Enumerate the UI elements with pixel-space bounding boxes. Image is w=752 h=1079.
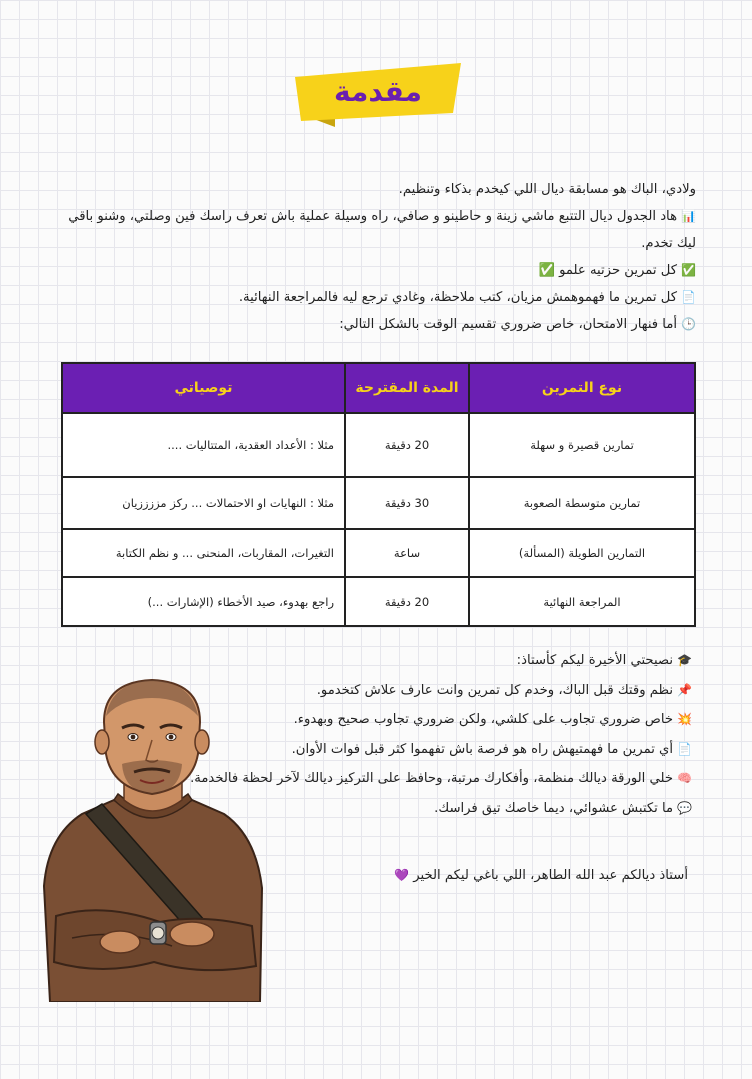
- collision-icon: 💥: [677, 712, 692, 726]
- recommendation-cell: راجع بهدوء، صيد الأخطاء (الإشارات ...): [62, 577, 345, 626]
- header-duration: المدة المقترحة: [345, 363, 469, 413]
- time-plan-table: [61, 362, 696, 627]
- table-row: [62, 477, 695, 529]
- speech-bubble-icon: 💬: [677, 800, 692, 815]
- advice-line: 📄أي تمرين ما فهمتيهش راه هو فرصة باش تفهموا كثر قبل فوات الأوان.: [92, 735, 692, 765]
- header-recommendations: توصياتي: [62, 363, 345, 413]
- graduation-cap-icon: 🎓: [677, 653, 692, 667]
- page-icon: 📄: [681, 290, 696, 304]
- intro-line: 🕒أما فنهار الامتحان، خاص ضروري تقسيم الوقت بالشكل التالي:: [46, 311, 696, 338]
- advice-line: 💬ما تكتبش عشوائي، ديما خاصك تيق فراسك.: [92, 794, 692, 824]
- brain-icon: 🧠: [677, 771, 692, 785]
- duration-cell: 20 دقيقة: [345, 413, 469, 477]
- intro-line: ✅كل تمرين حزتيه علمو ✅: [46, 257, 696, 284]
- recommendation-cell: مثلا : الأعداد العقدية، المتتاليات ....: [62, 413, 345, 477]
- table-row: [62, 413, 695, 477]
- intro-line: ولادي، الباك هو مسابقة ديال اللي كيخدم بذكاء وتنظيم.: [398, 182, 696, 197]
- table-row: [62, 529, 695, 577]
- chart-icon: 📊: [681, 209, 696, 223]
- header-exercise-type: نوع التمرين: [469, 363, 695, 413]
- intro-line: 📄كل تمرين ما فهموهمش مزيان، كتب ملاحظة، وغادي ترجع ليه فالمراجعة النهائية.: [46, 284, 696, 311]
- duration-cell: ساعة: [345, 529, 469, 577]
- intro-line: 📊هاد الجدول ديال التتبع ماشي زينة و حاطينو و صافي، راه وسيلة عملية باش تعرف راسك فين وصلتي، وشنو باقي ليك تخدم.: [46, 203, 696, 257]
- purple-heart-icon: 💜: [394, 868, 410, 882]
- intro-section: [46, 176, 696, 338]
- table-header-row: [62, 363, 695, 413]
- page-title: مقدمة: [334, 75, 422, 108]
- advice-line: 🎓نصيحتي الأخيرة ليكم كأستاذ:: [92, 646, 692, 676]
- advice-line: 💥خاص ضروري تجاوب على كلشي، ولكن ضروري تجاوب صحيح وبهدوء.: [92, 705, 692, 735]
- page-icon: 📄: [677, 741, 692, 756]
- exercise-type-cell: تمارين متوسطة الصعوبة: [469, 477, 695, 529]
- duration-cell: 20 دقيقة: [345, 577, 469, 626]
- advice-line: 📌نظم وقتك قبل الباك، وخدم كل تمرين وانت عارف علاش كتخدمو.: [92, 676, 692, 706]
- exercise-type-cell: تمارين قصيرة و سهلة: [469, 413, 695, 477]
- recommendation-cell: مثلا : النهايات او الاحتمالات ... ركز مززززيان: [62, 477, 345, 529]
- teacher-avatar-illustration: [42, 676, 264, 1002]
- exercise-type-cell: المراجعة النهائية: [469, 577, 695, 626]
- table-row: [62, 577, 695, 626]
- teacher-signature: أستاذ ديالكم عبد الله الطاهر، اللي باغي ليكم الخير 💜: [394, 868, 688, 883]
- recommendation-cell: التغيرات، المقاربات، المنحنى ... و نظم الكتابة: [62, 529, 345, 577]
- title-banner: [295, 63, 461, 127]
- advice-line: 🧠خلي الورقة ديالك منظمة، وأفكارك مرتبة، وحافظ على التركيز ديالك لآخر لحظة فالخدمة.: [92, 764, 692, 794]
- exercise-type-cell: التمارين الطويلة (المسألة): [469, 529, 695, 577]
- check-icon: ✅: [681, 263, 696, 277]
- duration-cell: 30 دقيقة: [345, 477, 469, 529]
- pushpin-icon: 📌: [677, 682, 692, 697]
- clock-icon: 🕒: [681, 317, 696, 331]
